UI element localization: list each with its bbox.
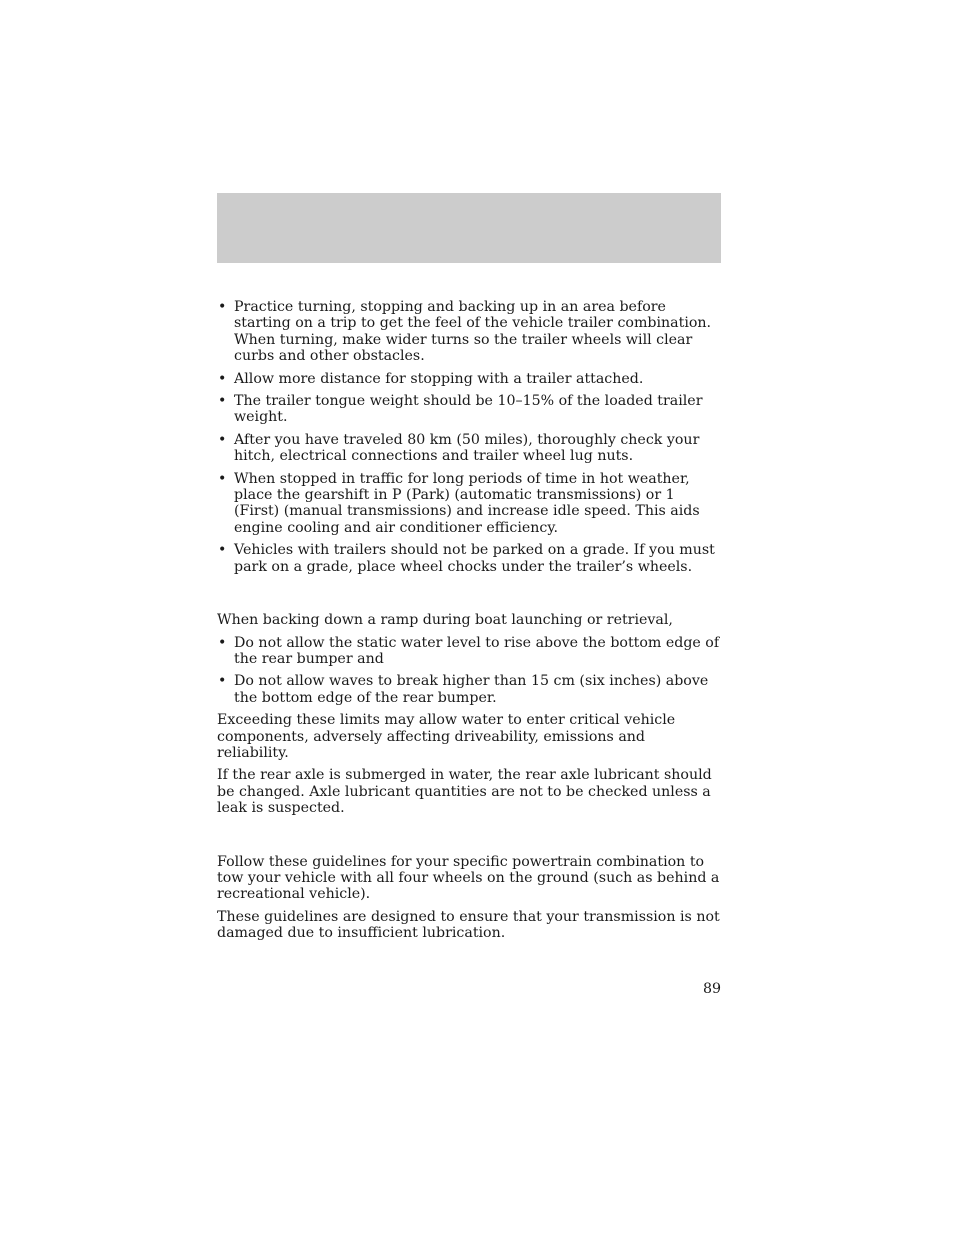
bullet-icon: • [218,393,227,410]
list-item [217,471,721,537]
list-item-text: When stopped in traffic for long periods of time in hot weather, place the gearshift in P (Park) (automatic transmissions) or 1 (First) (manual transmissions) and increase idle speed. This aids engine cooling and air conditioner efficiency. [234,470,700,536]
list-item [217,432,721,465]
trailer-tips-list [217,299,721,575]
list-item [217,635,721,668]
bullet-icon: • [218,673,227,690]
boat-launch-list [217,635,721,707]
list-item [217,371,721,387]
section-spacer [217,823,721,854]
bullet-icon: • [218,470,227,487]
list-item-text: Do not allow the static water level to rise above the bottom edge of the rear bumper and [234,634,720,667]
section-header-band [217,193,721,263]
list-item-text: The trailer tongue weight should be 10–15% of the loaded trailer weight. [234,393,703,426]
list-item [217,299,721,365]
bullet-icon: • [218,299,227,315]
boat-launch-paragraph: Exceeding these limits may allow water to enter critical vehicle components, adversely affecting driveability, emissions and reliability. [217,712,676,761]
list-item-text: Vehicles with trailers should not be parked on a grade. If you must park on a grade, place wheel chocks under the trailer’s wheels. [234,542,715,575]
bullet-icon: • [218,542,227,559]
list-item-text: After you have traveled 80 km (50 miles), thoroughly check your hitch, electrical connections and trailer wheel lug nuts. [234,431,700,465]
bullet-icon: • [218,431,227,448]
list-item [217,673,721,706]
recreational-towing-paragraph: These guidelines are designed to ensure that your transmission is not damaged due to insufficient lubrication. [217,908,720,942]
list-item [217,542,721,575]
list-item-text: Allow more distance for stopping with a trailer attached. [234,370,644,387]
bullet-icon: • [218,370,227,387]
list-item-text: Do not allow waves to break higher than 15 cm (six inches) above the bottom edge of the rear bumper. [234,673,709,706]
list-item-text: Practice turning, stopping and backing up in an area before starting on a trip to get the feel of the vehicle trailer combination. When turning, make wider turns so the trailer wheels will clear curbs and other obstacles. [234,299,712,365]
page-number: 89 [702,981,721,997]
page-content [217,299,721,948]
list-item [217,393,721,426]
boat-launch-intro: When backing down a ramp during boat launching or retrieval, [217,612,673,629]
bullet-icon: • [218,634,227,651]
boat-launch-paragraph: If the rear axle is submerged in water, the rear axle lubricant should be changed. Axle lubricant quantities are not to be checked unless a leak is suspected. [217,767,712,817]
section-spacer [217,581,721,612]
recreational-towing-paragraph: Follow these guidelines for your specific powertrain combination to tow your vehicle with all four wheels on the ground (such as behind a recreational vehicle). [217,853,720,903]
